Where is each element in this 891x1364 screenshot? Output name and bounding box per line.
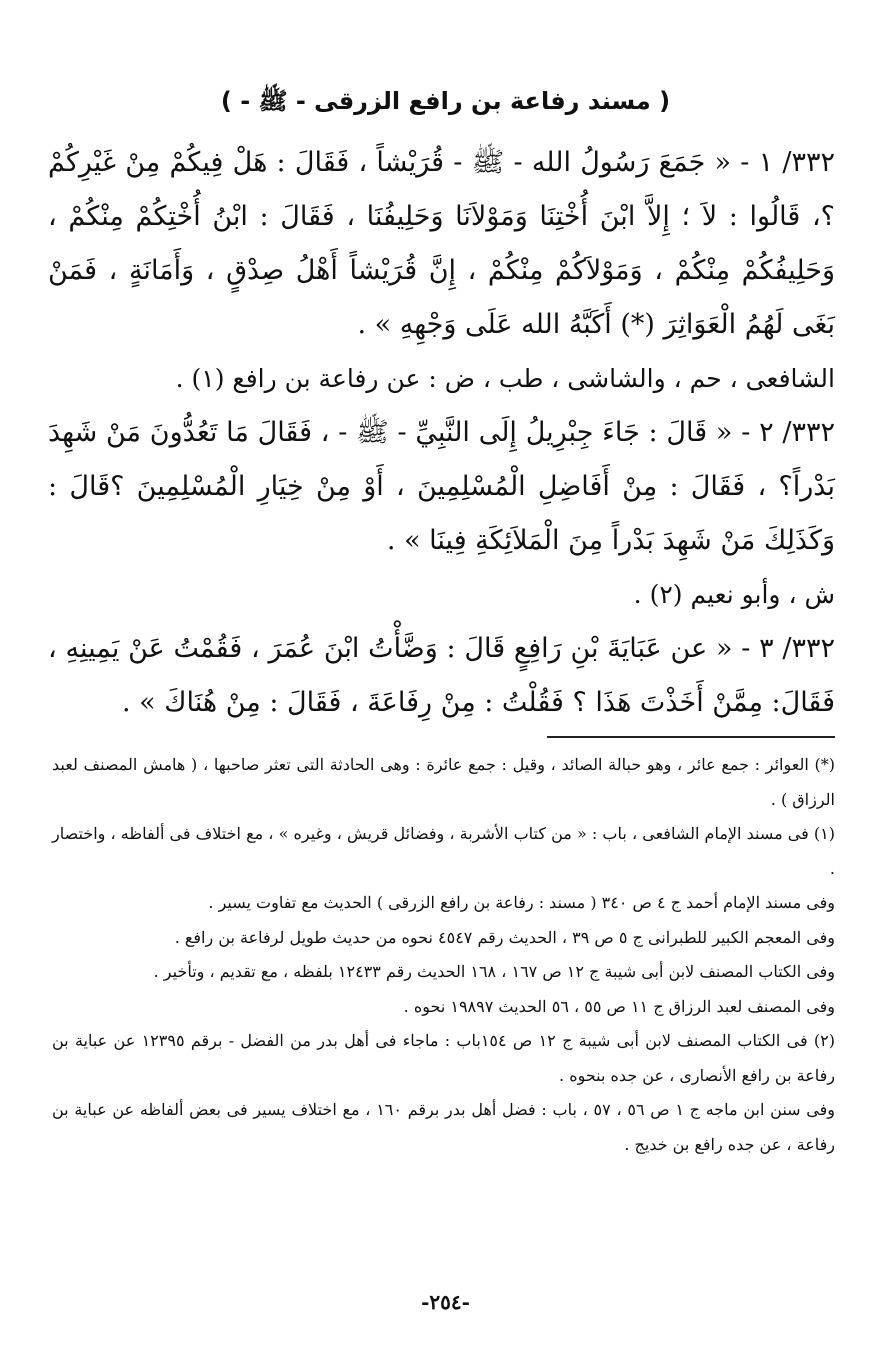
footnote: (١) فى مسند الإمام الشافعى ، باب : « من كتاب الأشربة ، وفضائل قريش ، وغيره » ، مع اختلاف فى ألفاظه ، واختصار .: [52, 824, 835, 878]
main-text: [48, 136, 835, 730]
footnote: وفى الكتاب المصنف لابن أبى شيبة ج ١٢ ص ١٦٧ ، ١٦٨ الحديث رقم ١٢٤٣٣ بلفظه ، مع تقديم ، وتأخير .: [153, 962, 835, 981]
hadith-source: الشافعى ، حم ، والشاشى ، طب ، ض : عن رفاعة بن رافع (١) .: [175, 364, 835, 393]
hadith-text: ٣٣٢/ ١ - « جَمَعَ رَسُولُ الله - ﷺ - قُرَيْشاً ، فَقَالَ : هَلْ فِيكُمْ مِنْ غَيْرِكُمْ ؟، قَالُوا : لاَ ؛ إِلاَّ ابْنَ أُخْتِنَا وَمَوْلاَنَا وَحَلِيفُنَا ، فَقَالَ : ابْنُ أُخْتِكُمْ مِنْكُمْ ، وَحَلِيفُكُمْ مِنْكُمْ ، وَمَوْلاَكُمْ مِنْكُمْ ، إِنَّ قُرَيْشاً أَهْلُ صِدْقٍ ، وَأَمَانَةٍ ، فَمَنْ بَغَى لَهُمُ الْعَوَاثِرَ (*) أَكَبَّهُ الله عَلَى وَجْهِهِ » .: [48, 147, 835, 340]
hadith-source: ش ، وأبو نعيم (٢) .: [633, 580, 835, 609]
footnote: (٢) فى الكتاب المصنف لابن أبى شيبة ج ١٢ ص ١٥٤باب : ماجاء فى أهل بدر من الفضل - برقم ١٢٣٩٥ عن عباية بن رفاعة بن رافع الأنصارى ، عن جده بنحوه .: [52, 1031, 836, 1085]
footnote: وفى سنن ابن ماجه ج ١ ص ٥٦ ، ٥٧ ، باب : فضل أهل بدر برقم ١٦٠ ، مع اختلاف يسير فى بعض ألفاظه عن عباية بن رفاعة ، عن جده رافع بن خديج .: [52, 1100, 836, 1154]
section-heading: ( مسند رفاعة بن رافع الزرقى - ﷺ - ): [220, 87, 671, 115]
hadith-text: ٣٣٢/ ٢ - « قَالَ : جَاءَ جِبْرِيلُ إِلَى النَّبِيِّ - ﷺ - ، فَقَالَ مَا تَعُدُّونَ مَنْ شَهِدَ بَدْراً؟ ، فَقَالَ : مِنْ أَفَاضِلِ الْمُسْلِمِينَ ، أَوْ مِنْ خِيَارِ الْمُسْلِمِينَ ؟قَالَ : وَكَذَلِكَ مَنْ شَهِدَ بَدْراً مِنَ الْمَلاَئِكَةِ فِينَا » .: [48, 417, 835, 556]
footnote: وفى المصنف لعبد الرزاق ج ١١ ص ٥٥ ، ٥٦ الحديث ١٩٨٩٧ نحوه .: [403, 996, 835, 1016]
footnote: وفى مسند الإمام أحمد ج ٤ ص ٣٤٠ ( مسند : رفاعة بن رافع الزرقى ) الحديث مع تفاوت يسير .: [208, 893, 835, 912]
footnotes: [52, 748, 835, 1162]
footnote: وفى المعجم الكبير للطبرانى ج ٥ ص ٣٩ ، الحديث رقم ٤٥٤٧ نحوه من حديث طويل لرفاعة بن رافع .: [174, 927, 835, 947]
page-number: -٢٥٤-: [421, 1290, 470, 1314]
footnote-divider: [547, 736, 835, 738]
footnote: (*) العوائر : جمع عائر ، وهو حبالة الصائد ، وقيل : جمع عائرة : وهى الحادثة التى تعثر صاحبها ، ( هامش المصنف لعبد الرزاق ) .: [52, 755, 835, 809]
hadith-text: ٣٣٢/ ٣ - « عن عَبَايَةَ بْنِ رَافِعٍ قَالَ : وَضَّأْتُ ابْنَ عُمَرَ ، فَقُمْتُ عَنْ يَمِينِهِ ، فَقَالَ: مِمَّنْ أَخَذْتَ هَذَا ؟ فَقُلْتُ : مِنْ رِفَاعَةَ ، فَقَالَ : مِنْ هُنَاكَ » .: [48, 633, 835, 718]
